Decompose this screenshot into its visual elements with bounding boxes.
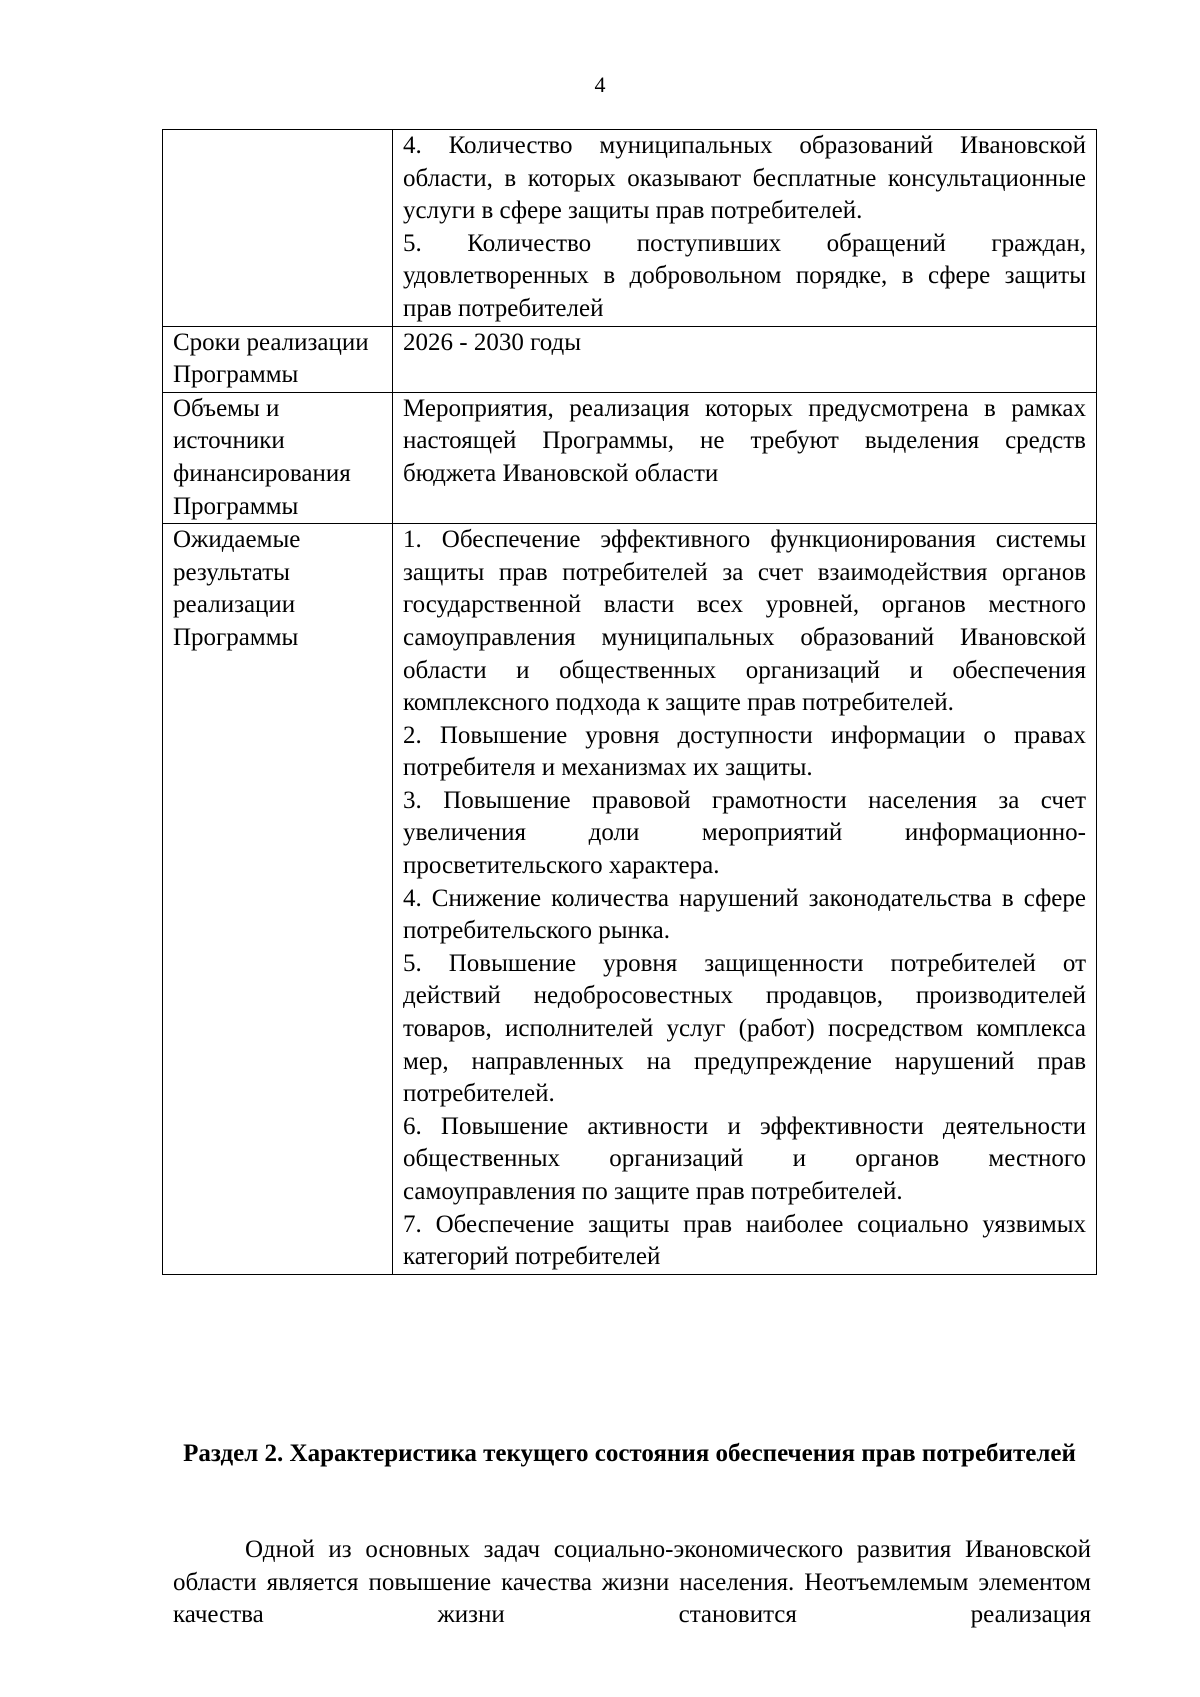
table-row-results bbox=[163, 524, 1097, 1275]
body-paragraph: Одной из основных задач социально-экономического развития Ивановской области является повышение качества жизни населения. Неотъемлемым элементом качества жизни становится реализация bbox=[173, 1536, 1091, 1628]
result-item: 4. Снижение количества нарушений законодательства в сфере потребительского рынка. bbox=[403, 884, 1086, 945]
results-value-cell bbox=[393, 524, 1097, 1275]
program-passport-table bbox=[162, 129, 1097, 1275]
table-row-terms bbox=[163, 326, 1097, 392]
terms-label: Сроки реализации Программы bbox=[163, 326, 393, 392]
result-item: 5. Повышение уровня защищенности потребителей от действий недобросовестных продавцов, производителей товаров, исполнителей услуг (работ) посредством комплекса мер, направленных на предупреждение нарушений прав потребителей. bbox=[403, 949, 1086, 1108]
indicators-value-cell bbox=[393, 130, 1097, 327]
funding-label: Объемы и источники финансирования Программы bbox=[163, 392, 393, 523]
indicator-item: 4. Количество муниципальных образований Ивановской области, в которых оказывают бесплатные консультационные услуги в сфере защиты прав потребителей. bbox=[403, 132, 1086, 225]
table-row-indicators-continuation bbox=[163, 130, 1097, 327]
section-heading: Раздел 2. Характеристика текущего состояния обеспечения прав потребителей bbox=[183, 1440, 1076, 1467]
results-label: Ожидаемые результаты реализации Программы bbox=[163, 524, 393, 1275]
result-item: 1. Обеспечение эффективного функционирования системы защиты прав потребителей за счет взаимодействия органов государственной власти всех уровней, органов местного самоуправления муниципальных образований Ивановской области и общественных организаций и обеспечения комплексного подхода к защите прав потребителей. bbox=[403, 526, 1086, 717]
result-item: 6. Повышение активности и эффективности деятельности общественных организаций и органов местного самоуправления по защите прав потребителей. bbox=[403, 1112, 1086, 1205]
indicator-item: 5. Количество поступивших обращений граждан, удовлетворенных в добровольном порядке, в сфере защиты прав потребителей bbox=[403, 229, 1086, 322]
indicators-label-cell bbox=[163, 130, 393, 327]
result-item: 3. Повышение правовой грамотности населения за счет увеличения доли мероприятий информационно-просветительского характера. bbox=[403, 786, 1086, 880]
page-number: 4 bbox=[594, 72, 606, 97]
funding-value: Мероприятия, реализация которых предусмотрена в рамках настоящей Программы, не требуют выделения средств бюджета Ивановской области bbox=[393, 392, 1097, 523]
result-item: 7. Обеспечение защиты прав наиболее социально уязвимых категорий потребителей bbox=[403, 1210, 1086, 1271]
table-row-funding bbox=[163, 392, 1097, 523]
result-item: 2. Повышение уровня доступности информации о правах потребителя и механизмах их защиты. bbox=[403, 721, 1086, 782]
terms-value: 2026 - 2030 годы bbox=[393, 326, 1097, 392]
